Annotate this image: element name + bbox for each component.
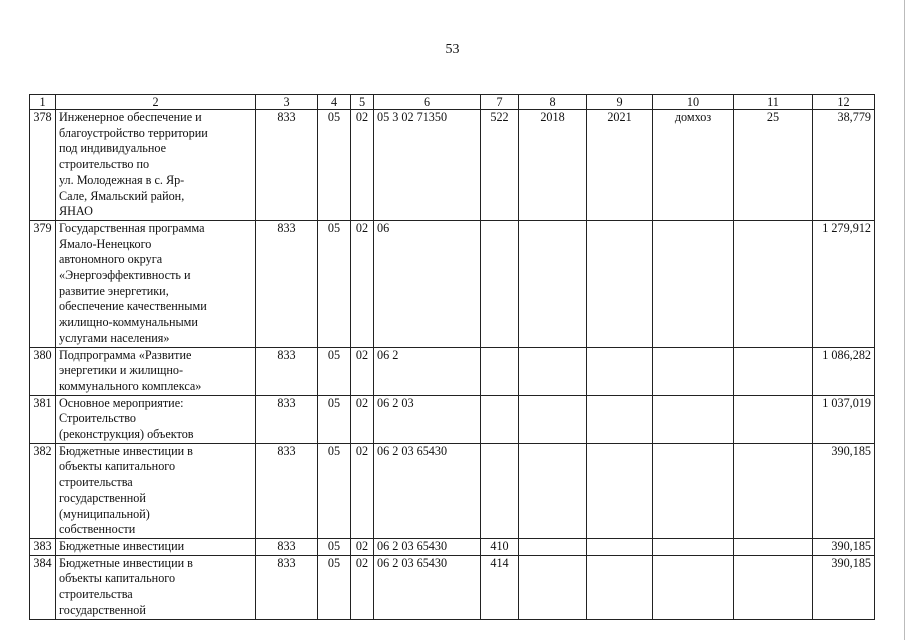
cell-col-6: 06 2 03 65430	[374, 555, 481, 619]
cell-col-12: 390,185	[813, 443, 875, 538]
cell-col-12: 1 279,912	[813, 220, 875, 347]
cell-col-3: 833	[256, 110, 318, 221]
row-name: Инженерное обеспечение и благоустройство территории под индивидуальное строительство по ул. Молодежная в с. Яр- Сале, Ямальский район, ЯНАО	[56, 110, 256, 221]
cell-col-7: 414	[481, 555, 519, 619]
cell-col-4: 05	[318, 443, 351, 538]
cell-col-9	[587, 555, 653, 619]
cell-col-8	[519, 538, 587, 555]
cell-col-4: 05	[318, 347, 351, 395]
table-row	[30, 443, 875, 538]
column-header-4: 4	[318, 95, 351, 110]
cell-col-6: 06 2 03	[374, 395, 481, 443]
cell-col-3: 833	[256, 220, 318, 347]
cell-col-12: 390,185	[813, 538, 875, 555]
cell-col-5: 02	[351, 538, 374, 555]
cell-col-11	[734, 220, 813, 347]
cell-col-10: домхоз	[653, 110, 734, 221]
cell-col-6: 06 2 03 65430	[374, 443, 481, 538]
table-row	[30, 555, 875, 619]
cell-col-11	[734, 395, 813, 443]
cell-col-7	[481, 220, 519, 347]
cell-col-12: 1 086,282	[813, 347, 875, 395]
column-header-11: 11	[734, 95, 813, 110]
row-name: Бюджетные инвестиции в объекты капитального строительства государственной	[56, 555, 256, 619]
column-header-9: 9	[587, 95, 653, 110]
row-name: Основное мероприятие: Строительство (реконструкция) объектов	[56, 395, 256, 443]
cell-col-10	[653, 347, 734, 395]
cell-col-10	[653, 220, 734, 347]
cell-col-11	[734, 555, 813, 619]
cell-col-10	[653, 443, 734, 538]
cell-col-9	[587, 347, 653, 395]
cell-col-10	[653, 538, 734, 555]
cell-col-6: 05 3 02 71350	[374, 110, 481, 221]
table-row	[30, 395, 875, 443]
column-header-1: 1	[30, 95, 56, 110]
table-row	[30, 538, 875, 555]
cell-col-11	[734, 347, 813, 395]
cell-col-10	[653, 395, 734, 443]
column-header-3: 3	[256, 95, 318, 110]
row-number: 378	[30, 110, 56, 221]
cell-col-3: 833	[256, 538, 318, 555]
column-header-12: 12	[813, 95, 875, 110]
cell-col-12: 38,779	[813, 110, 875, 221]
table-row	[30, 347, 875, 395]
column-header-6: 6	[374, 95, 481, 110]
cell-col-9	[587, 538, 653, 555]
cell-col-11: 25	[734, 110, 813, 221]
row-number: 380	[30, 347, 56, 395]
cell-col-12: 1 037,019	[813, 395, 875, 443]
cell-col-5: 02	[351, 443, 374, 538]
cell-col-4: 05	[318, 395, 351, 443]
cell-col-8	[519, 443, 587, 538]
cell-col-7: 522	[481, 110, 519, 221]
cell-col-3: 833	[256, 555, 318, 619]
cell-col-8: 2018	[519, 110, 587, 221]
cell-col-5: 02	[351, 395, 374, 443]
cell-col-5: 02	[351, 110, 374, 221]
row-number: 381	[30, 395, 56, 443]
cell-col-8	[519, 555, 587, 619]
cell-col-4: 05	[318, 110, 351, 221]
cell-col-7	[481, 443, 519, 538]
cell-col-10	[653, 555, 734, 619]
cell-col-12: 390,185	[813, 555, 875, 619]
cell-col-9: 2021	[587, 110, 653, 221]
cell-col-6: 06 2 03 65430	[374, 538, 481, 555]
row-name: Государственная программа Ямало-Ненецкого автономного округа «Энергоэффективность и развитие энергетики, обеспечение качественными жилищно-коммунальными услугами населения»	[56, 220, 256, 347]
page-number: 53	[445, 42, 460, 57]
cell-col-9	[587, 220, 653, 347]
cell-col-6: 06 2	[374, 347, 481, 395]
cell-col-4: 05	[318, 220, 351, 347]
cell-col-8	[519, 347, 587, 395]
column-header-7: 7	[481, 95, 519, 110]
cell-col-4: 05	[318, 538, 351, 555]
row-name: Подпрограмма «Развитие энергетики и жилищно- коммунального комплекса»	[56, 347, 256, 395]
cell-col-11	[734, 538, 813, 555]
cell-col-5: 02	[351, 347, 374, 395]
cell-col-4: 05	[318, 555, 351, 619]
row-number: 382	[30, 443, 56, 538]
row-name: Бюджетные инвестиции в объекты капитального строительства государственной (муниципальной) собственности	[56, 443, 256, 538]
row-number: 379	[30, 220, 56, 347]
cell-col-3: 833	[256, 347, 318, 395]
row-number: 384	[30, 555, 56, 619]
budget-table	[29, 94, 875, 620]
cell-col-8	[519, 395, 587, 443]
row-number: 383	[30, 538, 56, 555]
cell-col-5: 02	[351, 555, 374, 619]
column-header-2: 2	[56, 95, 256, 110]
table-header-row	[30, 95, 875, 110]
cell-col-7	[481, 347, 519, 395]
cell-col-8	[519, 220, 587, 347]
row-name: Бюджетные инвестиции	[56, 538, 256, 555]
cell-col-6: 06	[374, 220, 481, 347]
column-header-8: 8	[519, 95, 587, 110]
cell-col-11	[734, 443, 813, 538]
cell-col-7	[481, 395, 519, 443]
cell-col-3: 833	[256, 443, 318, 538]
table-row	[30, 220, 875, 347]
column-header-5: 5	[351, 95, 374, 110]
table-row	[30, 110, 875, 221]
cell-col-9	[587, 443, 653, 538]
column-header-10: 10	[653, 95, 734, 110]
cell-col-3: 833	[256, 395, 318, 443]
cell-col-9	[587, 395, 653, 443]
cell-col-7: 410	[481, 538, 519, 555]
cell-col-5: 02	[351, 220, 374, 347]
